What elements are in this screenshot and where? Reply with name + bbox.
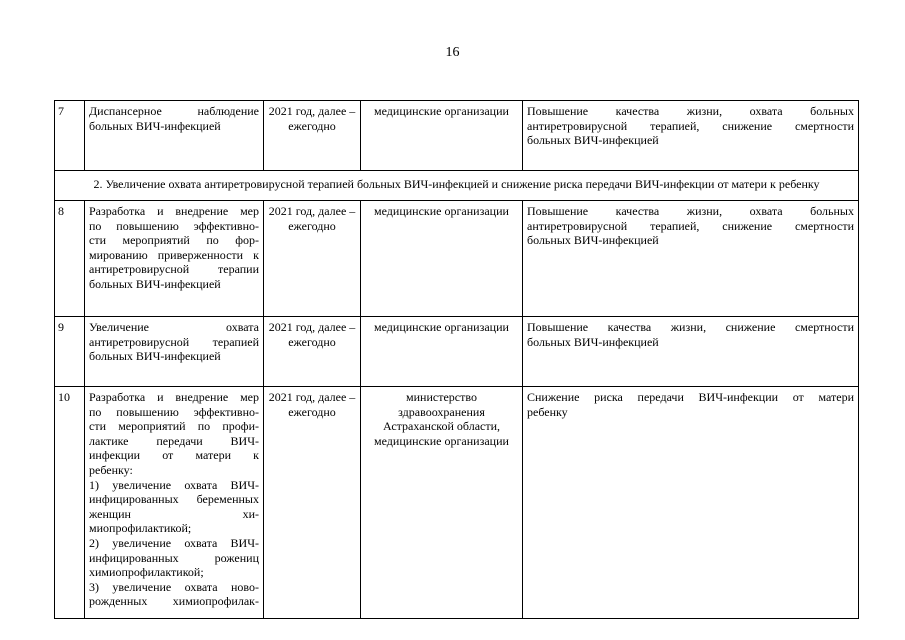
term: 2021 год, далее – ежегодно	[264, 317, 361, 387]
text-line: антиретровирусной терапией, снижение смертности	[527, 118, 854, 133]
section-header	[55, 171, 859, 201]
executors: медицинские организации	[361, 317, 523, 387]
text-line: рожденных химиопрофилак-	[89, 594, 259, 609]
text-line: Повышение качества жизни, охвата больных	[527, 104, 854, 118]
text-line: миопрофилактикой;	[89, 521, 192, 536]
text-line: медицинские организации	[374, 433, 509, 448]
text-line: мированию приверженности к	[89, 247, 259, 262]
text-line: больных ВИЧ-инфекцией	[89, 349, 221, 364]
table-row	[55, 387, 859, 619]
text-line: больных ВИЧ-инфекцией	[89, 118, 221, 133]
text-line: антиретровирусной терапией	[89, 334, 259, 349]
text-line: Увеличение охвата	[89, 320, 259, 334]
measure-name	[85, 317, 264, 387]
table-row	[55, 317, 859, 387]
expected-result	[523, 101, 859, 171]
text-line: министерство	[406, 390, 477, 404]
text-line: Повышение качества жизни, снижение смертности	[527, 320, 854, 334]
text-line: больных ВИЧ-инфекцией	[527, 133, 659, 148]
text-line: Разработка и внедрение мер	[89, 390, 259, 404]
text-line: ребенку:	[89, 462, 133, 477]
measure-name	[85, 387, 264, 619]
text-line: больных ВИЧ-инфекцией	[527, 233, 659, 248]
text-line: лактике передачи ВИЧ-	[89, 433, 259, 448]
text-line: инфекции от матери к	[89, 448, 259, 463]
text-line: по повышению эффективно-	[89, 404, 259, 419]
expected-result	[523, 387, 859, 619]
text-line: Астраханской области,	[382, 419, 501, 434]
table-row	[55, 201, 859, 317]
text-line: женщин хи-	[89, 506, 259, 521]
row-number: 10	[55, 387, 85, 619]
page-number: 16	[445, 45, 460, 60]
term: 2021 год, далее – ежегодно	[264, 387, 361, 619]
text-line: химиопрофилактикой;	[89, 565, 204, 580]
row-number: 8	[55, 201, 85, 317]
text-line: антиретровирусной терапии	[89, 262, 259, 277]
executors: медицинские организации	[361, 101, 523, 171]
expected-result	[523, 317, 859, 387]
text-line: Диспансерное наблюдение	[89, 104, 259, 118]
text-line: по повышению эффективно-	[89, 218, 259, 233]
text-line: Снижение риска передачи ВИЧ-инфекции от матери	[527, 390, 854, 404]
section-title: 2. Увеличение охвата антиретровирусной терапией больных ВИЧ-инфекцией и снижение риска передачи ВИЧ-инфекции от матери к ребенку	[55, 171, 859, 201]
measure-name	[85, 101, 264, 171]
text-line: ребенку	[527, 404, 568, 419]
text-line: сти мероприятий по профи-	[89, 419, 259, 434]
text-line: больных ВИЧ-инфекцией	[527, 334, 659, 349]
text-line: 3) увеличение охвата ново-	[89, 579, 259, 594]
text-line: 1) увеличение охвата ВИЧ-	[89, 477, 259, 492]
measures-table	[54, 100, 859, 619]
text-line: сти мероприятий по фор-	[89, 233, 259, 248]
text-line: инфицированных рожениц	[89, 550, 259, 565]
text-line: Разработка и внедрение мер	[89, 204, 259, 218]
text-line: 2) увеличение охвата ВИЧ-	[89, 535, 259, 550]
text-line: больных ВИЧ-инфекцией	[89, 276, 221, 291]
executors: медицинские организации	[361, 201, 523, 317]
row-number: 7	[55, 101, 85, 171]
text-line: инфицированных беременных	[89, 492, 259, 507]
term: 2021 год, далее – ежегодно	[264, 101, 361, 171]
row-number: 9	[55, 317, 85, 387]
expected-result	[523, 201, 859, 317]
table-row	[55, 101, 859, 171]
text-line: здравоохранения	[398, 404, 485, 419]
text-line: Повышение качества жизни, охвата больных	[527, 204, 854, 218]
measure-name	[85, 201, 264, 317]
executors	[361, 387, 523, 619]
text-line: антиретровирусной терапией, снижение смертности	[527, 218, 854, 233]
term: 2021 год, далее – ежегодно	[264, 201, 361, 317]
